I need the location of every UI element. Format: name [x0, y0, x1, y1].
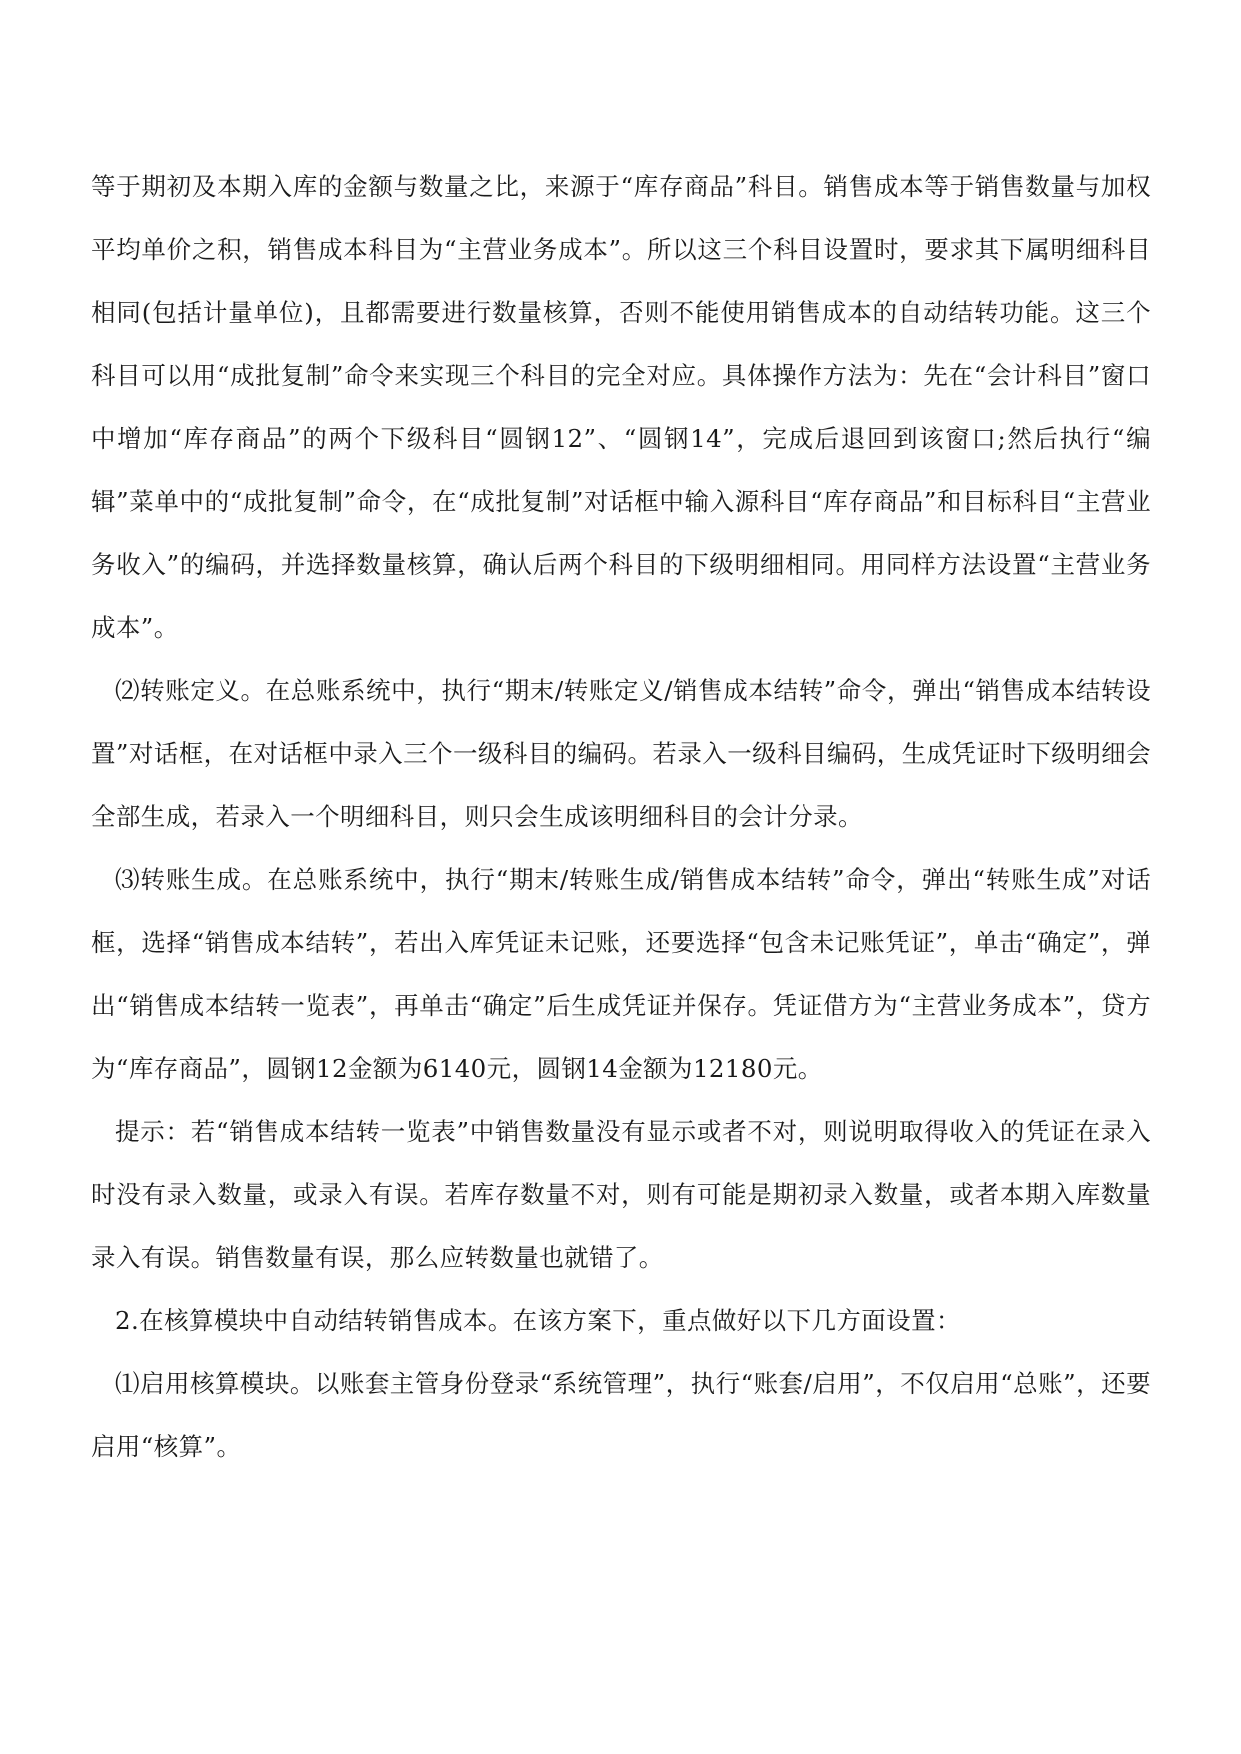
paragraph-enable-module: ⑴启用核算模块。以账套主管身份登录“系统管理”，执行“账套/启用”，不仅启用“总账”，还要启用“核算”。	[91, 1369, 1151, 1461]
document-body	[91, 155, 1151, 1478]
paragraph-continuation: 等于期初及本期入库的金额与数量之比，来源于“库存商品”科目。销售成本等于销售数量与加权平均单价之积，销售成本科目为“主营业务成本”。所以这三个科目设置时，要求其下属明细科目相同(包括计量单位)，且都需要进行数量核算，否则不能使用销售成本的自动结转功能。这三个科目可以用“成批复制”命令来实现三个科目的完全对应。具体操作方法为：先在“会计科目”窗口中增加“库存商品”的两个下级科目“圆钢12”、“圆钢14”，完成后退回到该窗口;然后执行“编辑”菜单中的“成批复制”命令，在“成批复制”对话框中输入源科目“库存商品”和目标科目“主营业务收入”的编码，并选择数量核算，确认后两个科目的下级明细相同。用同样方法设置“主营业务成本”。	[91, 172, 1151, 642]
paragraph-transfer-generation: ⑶转账生成。在总账系统中，执行“期末/转账生成/销售成本结转”命令，弹出“转账生成”对话框，选择“销售成本结转”，若出入库凭证未记账，还要选择“包含未记账凭证”，单击“确定”，弹出“销售成本结转一览表”，再单击“确定”后生成凭证并保存。凭证借方为“主营业务成本”，贷方为“库存商品”，圆钢12金额为6140元，圆钢14金额为12180元。	[91, 865, 1151, 1083]
paragraph-tip: 提示：若“销售成本结转一览表”中销售数量没有显示或者不对，则说明取得收入的凭证在录入时没有录入数量，或录入有误。若库存数量不对，则有可能是期初录入数量，或者本期入库数量录入有误。销售数量有误，那么应转数量也就错了。	[91, 1117, 1151, 1272]
paragraph-section-2: 2.在核算模块中自动结转销售成本。在该方案下，重点做好以下几方面设置：	[115, 1306, 961, 1335]
paragraph-transfer-definition: ⑵转账定义。在总账系统中，执行“期末/转账定义/销售成本结转”命令，弹出“销售成本结转设置”对话框，在对话框中录入三个一级科目的编码。若录入一级科目编码，生成凭证时下级明细会全部生成，若录入一个明细科目，则只会生成该明细科目的会计分录。	[91, 676, 1151, 831]
